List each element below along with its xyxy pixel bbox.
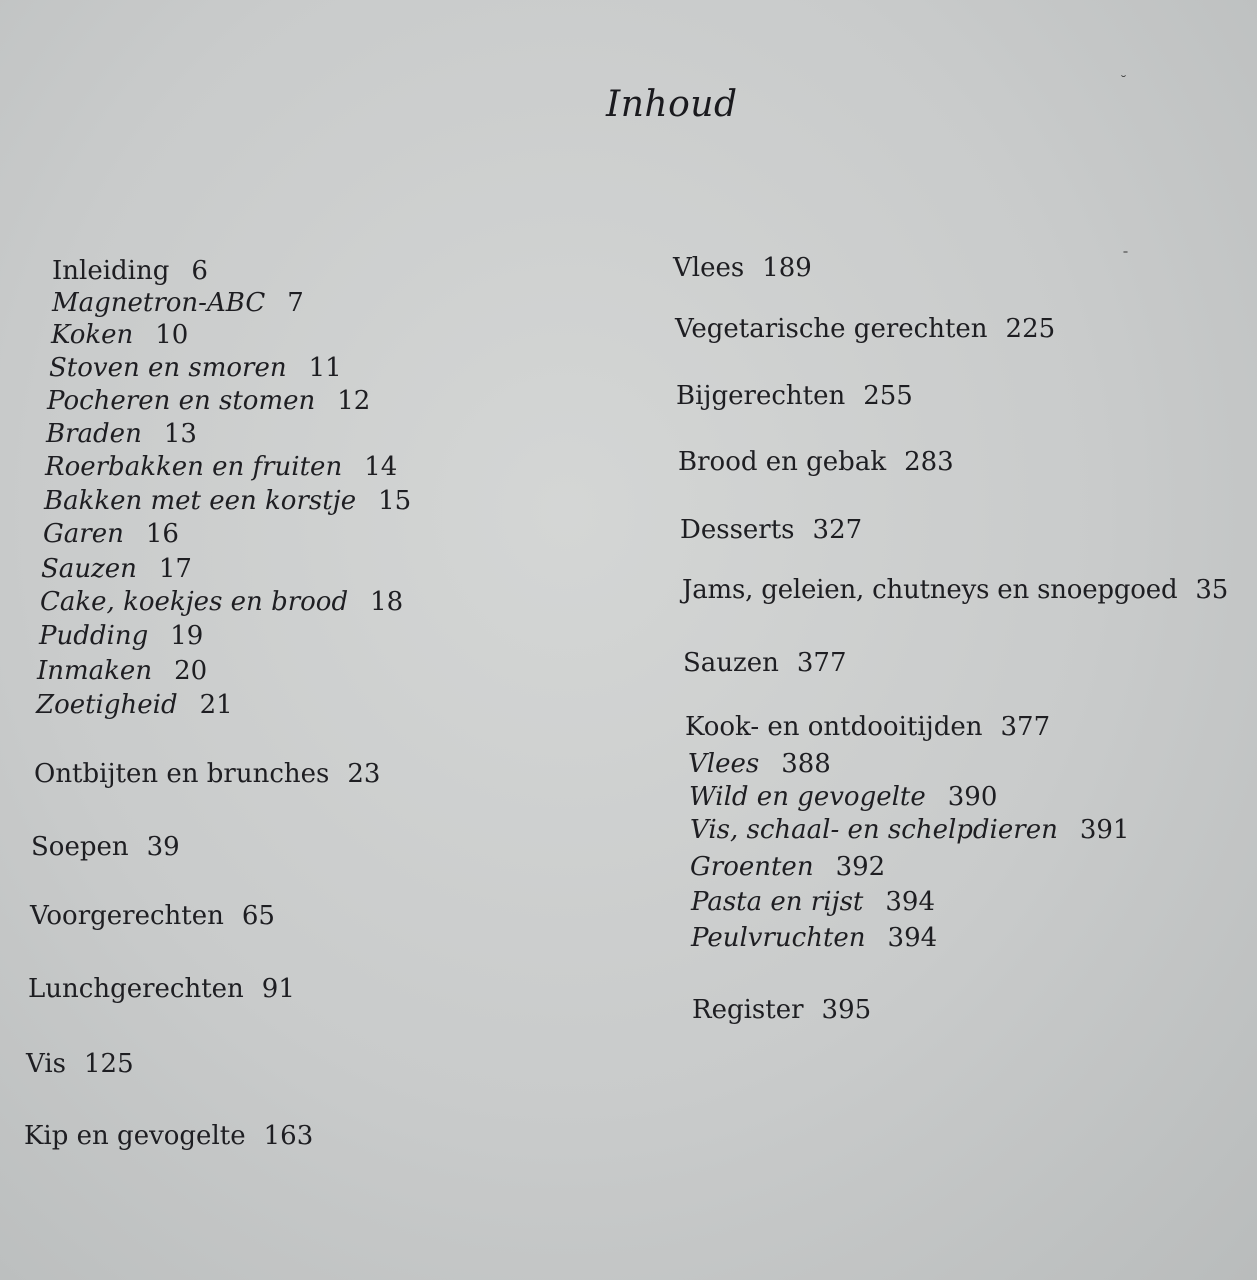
toc-chapter-label: Vis — [26, 1049, 66, 1079]
toc-entry-page: 13 — [163, 419, 197, 449]
toc-entry-label: Vlees — [688, 749, 760, 779]
toc-chapter-page: 189 — [762, 253, 812, 283]
toc-chapter-label: Jams, geleien, chutneys en snoepgoed — [682, 575, 1178, 605]
toc-chapter-page: 65 — [241, 901, 275, 931]
toc-chapter-page: 225 — [1005, 314, 1056, 344]
toc-entry-page: 20 — [174, 656, 208, 686]
toc-chapter-page: 35 — [1195, 575, 1229, 605]
toc-chapter — [26, 1048, 134, 1080]
toc-entry-page: 17 — [158, 554, 192, 584]
toc-chapter-page: 23 — [347, 759, 381, 789]
toc-entry-page: 10 — [155, 320, 189, 350]
toc-entry — [36, 689, 233, 721]
toc-entry-label: Stoven en smoren — [49, 353, 287, 383]
toc-entry — [45, 451, 397, 483]
toc-entry — [47, 385, 370, 417]
toc-entry-page: 19 — [170, 621, 204, 651]
toc-entry — [41, 553, 192, 585]
toc-entry-label: Roerbakken en fruiten — [45, 452, 343, 482]
toc-chapter-label: Kook- en ontdooitijden — [685, 712, 983, 742]
toc-chapter-page: 395 — [821, 995, 872, 1025]
toc-chapter-label: Register — [692, 995, 804, 1025]
toc-entry — [40, 586, 403, 618]
toc-chapter-page: 283 — [904, 447, 954, 477]
toc-chapter — [30, 900, 275, 932]
toc-chapter-label: Sauzen — [683, 648, 779, 678]
toc-entry-label: Peulvruchten — [691, 923, 866, 953]
toc-entry — [37, 655, 207, 687]
toc-chapter-label: Ontbijten en brunches — [34, 759, 330, 789]
toc-chapter-label: Desserts — [680, 515, 795, 545]
toc-entry-page: 16 — [145, 519, 179, 549]
toc-entry — [46, 418, 197, 450]
toc-entry-label: Inleiding — [52, 256, 170, 286]
toc-entry-page: 21 — [199, 690, 233, 720]
toc-entry-label: Pudding — [39, 621, 149, 651]
toc-entry — [691, 922, 937, 954]
toc-entry-label: Cake, koekjes en brood — [40, 587, 349, 617]
toc-entry-page: 15 — [378, 486, 412, 516]
toc-chapter-page: 163 — [263, 1121, 314, 1151]
toc-entry — [689, 781, 997, 813]
toc-entry-page: 388 — [781, 749, 831, 779]
toc-entry — [690, 851, 885, 883]
toc-chapter — [680, 514, 862, 546]
toc-chapter-page: 125 — [83, 1049, 134, 1079]
toc-chapter — [673, 252, 812, 284]
ink-speck: ˘ — [1120, 74, 1127, 90]
toc-entry — [688, 748, 831, 780]
toc-entry — [52, 287, 304, 319]
toc-chapter-label: Kip en gevogelte — [24, 1121, 246, 1151]
toc-entry-page: 14 — [364, 452, 398, 482]
toc-chapter — [682, 574, 1228, 606]
toc-entry — [51, 319, 188, 351]
toc-entry-label: Inmaken — [37, 656, 153, 686]
toc-chapter-page: 255 — [863, 381, 913, 411]
toc-chapter — [683, 647, 847, 679]
toc-entry-label: Garen — [43, 519, 124, 549]
toc-entry — [39, 620, 203, 652]
toc-entry-page: 7 — [287, 288, 304, 318]
toc-entry — [44, 485, 411, 517]
toc-chapter — [685, 711, 1050, 743]
toc-chapter-page: 91 — [261, 974, 295, 1004]
toc-entry-page: 390 — [947, 782, 998, 812]
toc-entry-label: Koken — [51, 320, 134, 350]
toc-entry-label: Groenten — [690, 852, 814, 882]
toc-entry-label: Braden — [46, 419, 142, 449]
toc-chapter-page: 377 — [796, 648, 847, 678]
toc-entry-page: 6 — [191, 256, 208, 286]
toc-entry — [691, 886, 935, 918]
toc-chapter-label: Brood en gebak — [678, 447, 887, 477]
toc-entry-page: 391 — [1079, 815, 1130, 845]
toc-chapter — [31, 831, 180, 863]
toc-entry-label: Bakken met een korstje — [44, 486, 357, 516]
toc-entry-label: Wild en gevogelte — [689, 782, 926, 812]
toc-chapter-page: 327 — [812, 515, 863, 545]
toc-chapter — [676, 380, 913, 412]
toc-entry-page: 392 — [835, 852, 886, 882]
toc-entry-page: 18 — [370, 587, 404, 617]
toc-entry-page: 11 — [308, 353, 342, 383]
toc-chapter-page: 39 — [146, 832, 180, 862]
toc-chapter — [28, 973, 295, 1005]
toc-entry — [49, 352, 342, 384]
toc-chapter — [34, 758, 380, 790]
toc-chapter — [675, 313, 1055, 345]
toc-chapter-label: Soepen — [31, 832, 129, 862]
toc-chapter — [692, 994, 871, 1026]
toc-entry-page: 394 — [885, 887, 936, 917]
toc-chapter-label: Vlees — [673, 253, 745, 283]
toc-chapter — [24, 1120, 313, 1152]
toc-chapter-label: Lunchgerechten — [28, 974, 244, 1004]
toc-entry — [52, 255, 208, 287]
toc-entry-page: 394 — [887, 923, 938, 953]
toc-entry — [690, 814, 1129, 846]
toc-entry-label: Pasta en rijst — [691, 887, 864, 917]
toc-chapter-label: Bijgerechten — [676, 381, 846, 411]
toc-entry-label: Sauzen — [41, 554, 137, 584]
toc-chapter — [678, 446, 954, 478]
page-title: Inhoud — [606, 84, 738, 125]
toc-entry — [43, 518, 179, 550]
ink-speck: ˉ — [1122, 250, 1129, 266]
toc-entry-page: 12 — [337, 386, 371, 416]
toc-entry-label: Zoetigheid — [36, 690, 178, 720]
toc-chapter-page: 377 — [1000, 712, 1051, 742]
toc-entry-label: Magnetron-ABC — [52, 288, 266, 318]
toc-chapter-label: Vegetarische gerechten — [675, 314, 988, 344]
toc-entry-label: Vis, schaal- en schelpdieren — [690, 815, 1058, 845]
toc-entry-label: Pocheren en stomen — [47, 386, 316, 416]
toc-chapter-label: Voorgerechten — [30, 901, 224, 931]
